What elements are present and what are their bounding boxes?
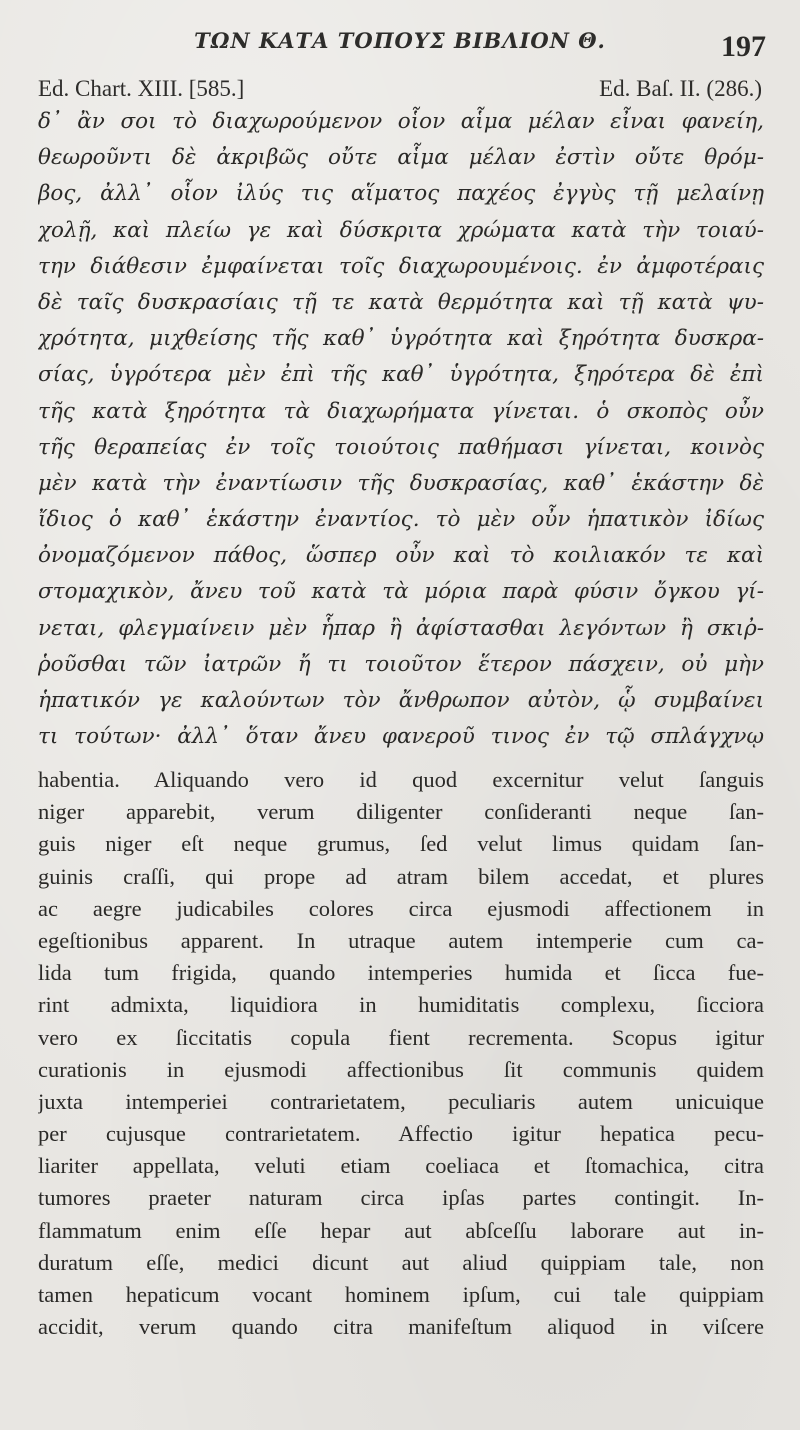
greek-text-line: ῥοῦσθαι τῶν ἰατρῶν ἤ τι τοιοῦτον ἕτερον πάσχειν, οὐ μὴν	[38, 651, 764, 677]
latin-text-line: lida tum frigida, quando intemperies humida et ſicca fue-	[38, 960, 764, 986]
greek-text-line: βος, ἀλλ᾽ οἷον ἰλύς τις αἵματος παχέος ἐγγὺς τῇ μελαίνῃ	[38, 181, 764, 207]
latin-text-line: tumores praeter naturam circa ipſas partes contingit. In-	[38, 1185, 764, 1211]
greek-text-line: στομαχικὸν, ἄνευ τοῦ κατὰ τὰ μόρια παρὰ φύσιν ὄγκου γί-	[38, 579, 764, 605]
latin-text-line: flammatum enim eſſe hepar aut abſceſſu laborare aut in-	[38, 1217, 764, 1243]
greek-text-line: νεται, φλεγμαίνειν μὲν ἧπαρ ἢ ἀφίστασθαι λεγόντων ἢ σκιῤ-	[38, 615, 764, 641]
greek-text-line: τῆς θεραπείας ἐν τοῖς τοιούτοις παθήμασι γίνεται, κοινὸς	[38, 434, 764, 460]
greek-text-line: θεωροῦντι δὲ ἀκριβῶς οὔτε αἷμα μέλαν ἐστὶν οὔτε θρόμ-	[38, 145, 764, 171]
latin-text-line: tamen hepaticum vocant hominem ipſum, cui tale quippiam	[38, 1282, 764, 1307]
greek-text-line: σίας, ὑγρότερα μὲν ἐπὶ τῆς καθ᾽ ὑγρότητα, ξηρότερα δὲ ἐπὶ	[38, 362, 764, 388]
latin-text-line: juxta intemperiei contrarietatem, peculiaris autem unicuique	[38, 1088, 764, 1114]
latin-text-line: vero ex ſiccitatis copula fient recrementa. Scopus igitur	[38, 1024, 764, 1050]
greek-text-line: ἴδιος ὁ καθ᾽ ἑκάστην ἐναντίος. τὸ μὲν οὖν ἡπατικὸν ἰδίως	[38, 507, 764, 533]
latin-text-line: accidit, verum quando citra manifeſtum aliquod in viſcere	[38, 1314, 764, 1340]
page-number: 197	[721, 30, 766, 63]
latin-text-line: habentia. Aliquando vero id quod excernitur velut ſanguis	[38, 767, 764, 792]
greek-text-block	[38, 104, 764, 755]
greek-text-line: τῆς κατὰ ξηρότητα τὰ διαχωρήματα γίνεται. ὁ σκοπὸς οὖν	[38, 398, 764, 424]
greek-text-line: ὀνομαζόμενον πάθος, ὥσπερ οὖν καὶ τὸ κοιλιακόν τε καὶ	[38, 543, 764, 569]
edition-reference-right: Ed. Baſ. II. (286.)	[599, 76, 762, 101]
running-title: ΤΩΝ ΚΑΤΑ ΤΟΠΟΥΣ ΒΙΒΛΙΟΝ Θ.	[194, 28, 606, 53]
greek-text-line: δ᾽ ἂν σοι τὸ διαχωρούμενον οἷον αἷμα μέλαν εἶναι φανείη,	[38, 109, 764, 134]
greek-text-line: χολῇ, καὶ πλείω γε καὶ δύσκριτα χρώματα κατὰ τὴν τοιαύ-	[38, 217, 764, 243]
greek-text-line: την διάθεσιν ἐμφαίνεται τοῖς διαχωρουμένοις. ἐν ἀμφοτέραις	[38, 253, 764, 279]
latin-text-line: rint admixta, liquidiora in humiditatis complexu, ſicciora	[38, 992, 764, 1018]
latin-text-block	[38, 764, 764, 1343]
latin-text-line: per cujusque contrarietatem. Affectio igitur hepatica pecu-	[38, 1121, 764, 1147]
edition-reference-left: Ed. Chart. XIII. [585.]	[38, 76, 245, 101]
greek-text-line: χρότητα, μιχθείσης τῆς καθ᾽ ὑγρότητα καὶ ξηρότητα δυσκρα-	[38, 326, 764, 352]
latin-text-line: guinis craſſi, qui prope ad atram bilem accedat, et plures	[38, 863, 764, 889]
latin-text-line: curationis in ejusmodi affectionibus ſit communis quidem	[38, 1056, 764, 1082]
latin-text-line: niger apparebit, verum diligenter conſideranti neque ſan-	[38, 799, 764, 825]
latin-text-line: egeſtionibus apparent. In utraque autem intemperie cum ca-	[38, 927, 764, 953]
latin-text-line: liariter appellata, veluti etiam coeliaca et ſtomachica, citra	[38, 1153, 764, 1179]
latin-text-line: guis niger eſt neque grumus, ſed velut limus quidam ſan-	[38, 831, 764, 857]
greek-text-line: δὲ ταῖς δυσκρασίαις τῇ τε κατὰ θερμότητα καὶ τῇ κατὰ ψυ-	[38, 289, 764, 315]
latin-text-line: duratum eſſe, medici dicunt aut aliud quippiam tale, non	[38, 1249, 764, 1275]
greek-text-line: μὲν κατὰ τὴν ἐναντίωσιν τῆς δυσκρασίας, καθ᾽ ἑκάστην δὲ	[38, 470, 764, 496]
greek-text-line: ἡπατικόν γε καλούντων τὸν ἄνθρωπον αὐτὸν, ᾧ συμβαίνει	[38, 688, 764, 713]
latin-text-line: ac aegre judicabiles colores circa ejusmodi affectionem in	[38, 895, 764, 921]
greek-text-line: τι τούτων· ἀλλ᾽ ὅταν ἄνευ φανεροῦ τινος ἐν τῷ σπλάγχνῳ	[38, 724, 764, 750]
